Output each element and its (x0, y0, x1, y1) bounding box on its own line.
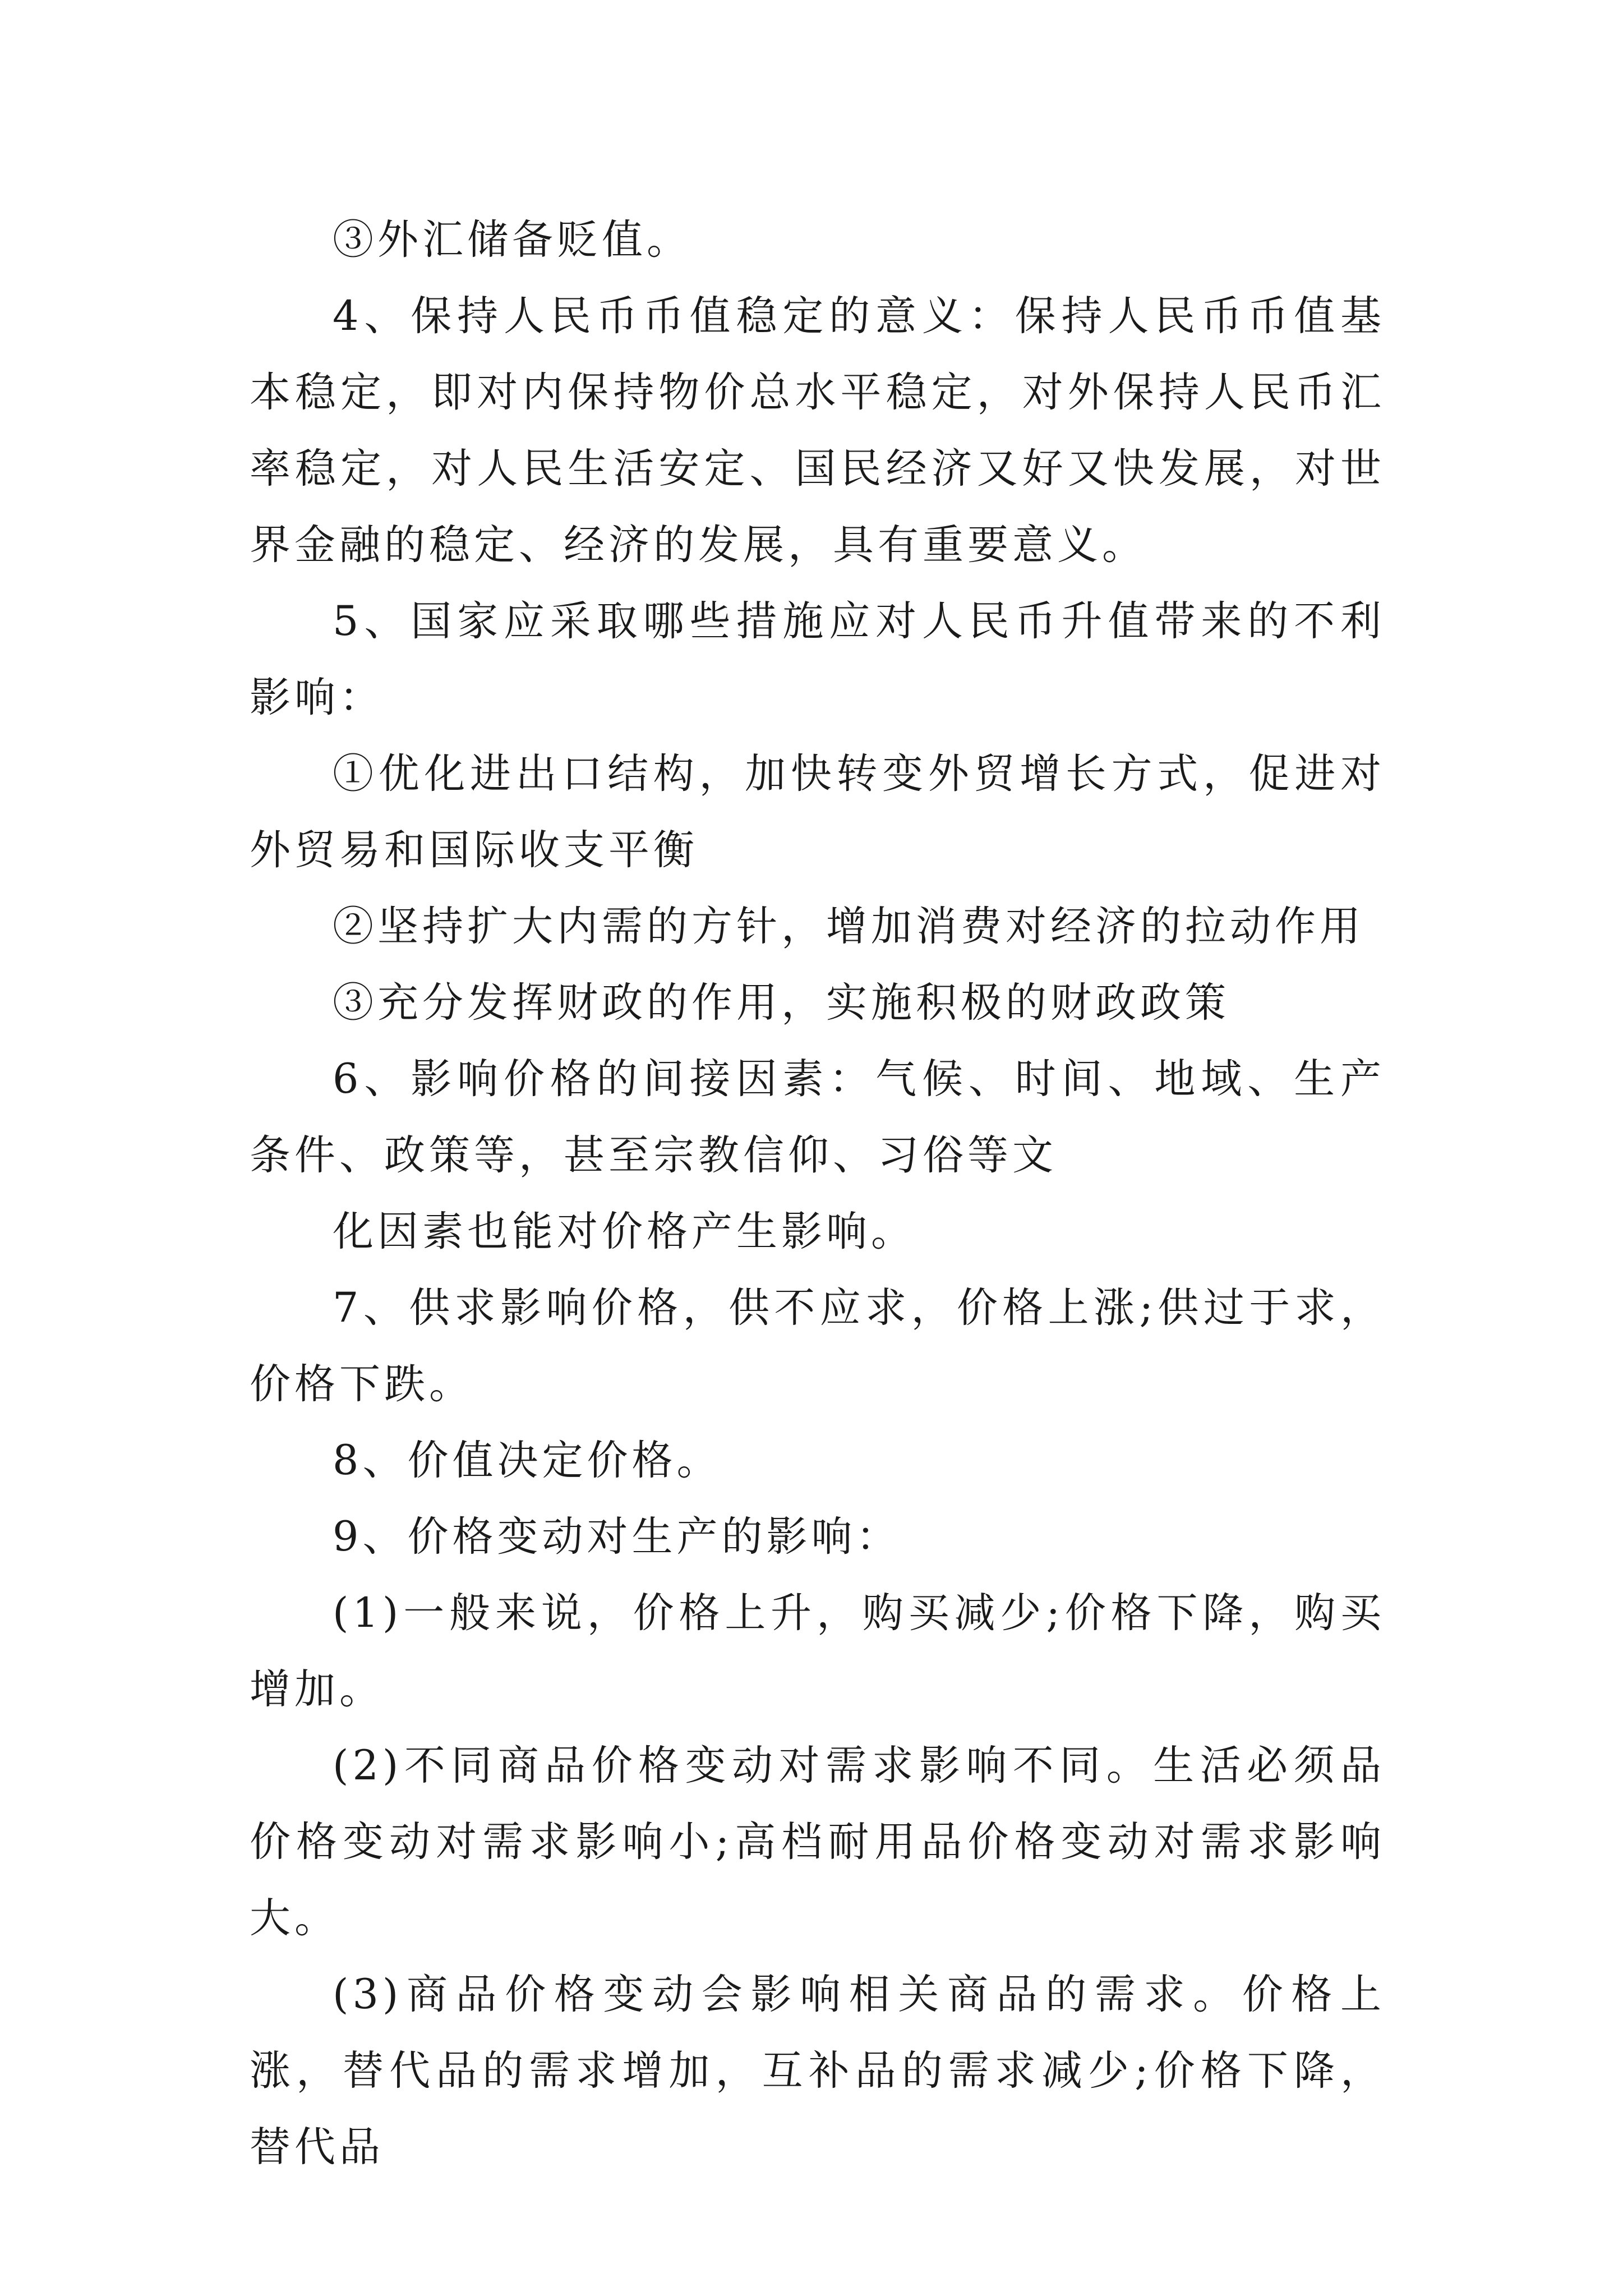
paragraph-14: (3)商品价格变动会影响相关商品的需求。价格上涨，替代品的需求增加，互补品的需求减少;价格下降，替代品 (250, 1971, 1385, 2171)
paragraph-4: ①优化进出口结构，加快转变外贸增长方式，促进对外贸易和国际收支平衡 (250, 750, 1385, 874)
paragraph-8: 化因素也能对价格产生影响。 (333, 1208, 916, 1255)
paragraph-6: ③充分发挥财政的作用，实施积极的财政政策 (333, 979, 1230, 1027)
paragraph-10: 8、价值决定价格。 (333, 1437, 722, 1484)
paragraph-11: 9、价格变动对生产的影响： (333, 1513, 901, 1561)
paragraph-13: (2)不同商品价格变动对需求影响不同。生活必须品价格变动对需求影响小;高档耐用品价格变动对需求影响大。 (250, 1742, 1385, 1942)
paragraph-3: 5、国家应采取哪些措施应对人民币升值带来的不利影响： (250, 597, 1385, 721)
paragraph-7: 6、影响价格的间接因素：气候、时间、地域、生产条件、政策等，甚至宗教信仰、习俗等文 (250, 1055, 1385, 1179)
paragraph-2: 4、保持人民币币值稳定的意义：保持人民币币值基本稳定，即对内保持物价总水平稳定，对外保持人民币汇率稳定，对人民生活安定、国民经济又好又快发展，对世界金融的稳定、经济的发展，具有重要意义。 (250, 292, 1385, 569)
paragraph-12: (1)一般来说，价格上升，购买减少;价格下降，购买增加。 (250, 1589, 1385, 1713)
document-body (250, 202, 1385, 2185)
paragraph-1: ③外汇储备贬值。 (333, 216, 691, 264)
paragraph-9: 7、供求影响价格，供不应求，价格上涨;供过于求，价格下跌。 (250, 1284, 1385, 1408)
paragraph-5: ②坚持扩大内需的方针，增加消费对经济的拉动作用 (333, 903, 1364, 950)
